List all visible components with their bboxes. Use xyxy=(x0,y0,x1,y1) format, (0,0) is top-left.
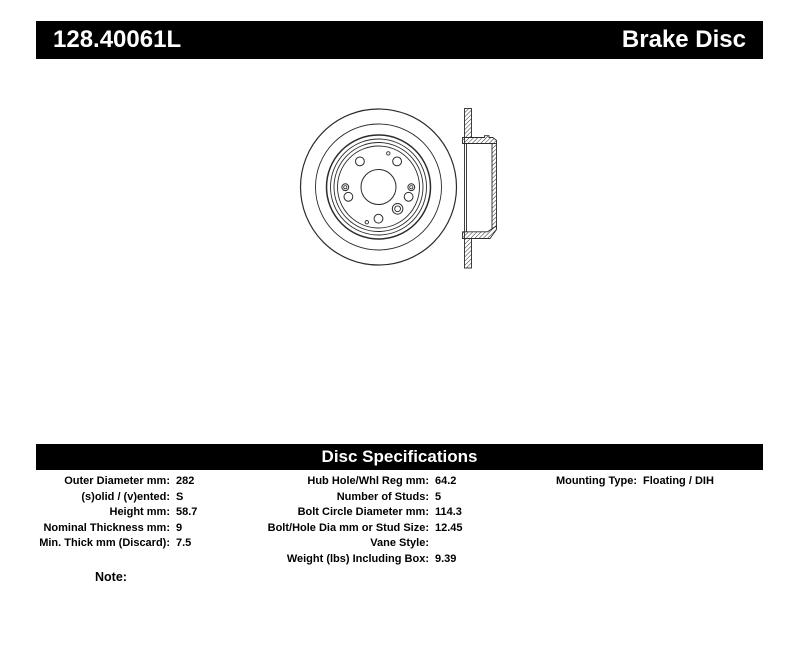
stud-hole xyxy=(374,214,383,223)
stud-hole xyxy=(344,192,353,201)
spec-row xyxy=(10,521,197,537)
spec-value: 64.2 xyxy=(435,475,457,487)
spec-row xyxy=(10,474,197,490)
spec-row xyxy=(250,521,463,537)
counterbore-hole xyxy=(395,206,401,212)
counterbore-hole xyxy=(392,204,403,215)
locating-hole xyxy=(408,184,415,191)
spec-row xyxy=(470,474,714,490)
small-hole xyxy=(387,152,390,155)
hat-wall xyxy=(492,144,497,229)
spec-row xyxy=(250,552,463,568)
hat-bottom-flange xyxy=(463,226,497,239)
stud-hole xyxy=(404,192,413,201)
specs-title: Disc Specifications xyxy=(321,447,478,466)
specs-title-bar xyxy=(36,444,763,470)
note-label: Note: xyxy=(95,570,127,584)
spec-row xyxy=(250,474,463,490)
locating-hole xyxy=(344,186,347,189)
hat-ring-2 xyxy=(331,139,427,235)
locating-hole xyxy=(410,186,413,189)
spec-row xyxy=(10,505,197,521)
spec-value: 58.7 xyxy=(176,506,198,518)
spec-row xyxy=(10,536,197,552)
spec-label: Vane Style: xyxy=(370,537,429,549)
spec-label: Hub Hole/Whl Reg mm: xyxy=(307,475,429,487)
technical-drawing xyxy=(286,96,514,280)
stud-hole xyxy=(356,157,365,166)
spec-label: Weight (lbs) Including Box: xyxy=(286,552,429,565)
brake-disc-cross-section xyxy=(463,109,497,269)
specs-column-right xyxy=(470,474,714,490)
spec-row xyxy=(10,490,197,506)
spec-label: Number of Studs: xyxy=(336,490,429,503)
spec-label: Nominal Thickness mm: xyxy=(43,521,170,534)
spec-value: 12.45 xyxy=(435,521,463,534)
brake-disc-front-view xyxy=(301,109,457,265)
spec-label: Outer Diameter mm: xyxy=(64,475,170,487)
stud-hole xyxy=(393,157,402,166)
center-hub-hole xyxy=(361,170,396,205)
small-hole xyxy=(365,221,368,224)
hat-ring-4 xyxy=(338,146,420,228)
spec-value: 7.5 xyxy=(176,537,192,549)
spec-value: S xyxy=(176,490,184,503)
spec-value: 9.39 xyxy=(435,552,457,565)
spec-value: 114.3 xyxy=(435,506,462,518)
spec-row xyxy=(250,505,463,521)
spec-label: Bolt/Hole Dia mm or Stud Size: xyxy=(267,521,429,534)
rotor-band-bottom xyxy=(465,239,472,269)
spec-value: 5 xyxy=(435,490,442,503)
spec-label: Bolt Circle Diameter mm: xyxy=(297,506,429,518)
specs-column-left xyxy=(10,474,197,552)
spec-label: (s)olid / (v)ented: xyxy=(81,490,170,503)
rotor-band-top xyxy=(465,109,472,138)
spec-value: Floating / DIH xyxy=(643,475,714,487)
spec-row xyxy=(250,536,463,552)
specs-column-middle xyxy=(250,474,463,567)
spec-value: 282 xyxy=(176,475,195,487)
spec-label: Min. Thick mm (Discard): xyxy=(39,537,170,549)
spec-row xyxy=(250,490,463,506)
part-number: 128.40061L xyxy=(53,26,182,53)
locating-hole xyxy=(342,184,349,191)
product-type-title: Brake Disc xyxy=(621,26,746,53)
note-line xyxy=(95,570,127,584)
outer-diameter-circle xyxy=(301,109,457,265)
spec-label: Mounting Type: xyxy=(555,475,637,487)
spec-value: 9 xyxy=(176,521,183,534)
header-bar xyxy=(36,21,763,59)
spec-label: Height mm: xyxy=(109,506,170,518)
